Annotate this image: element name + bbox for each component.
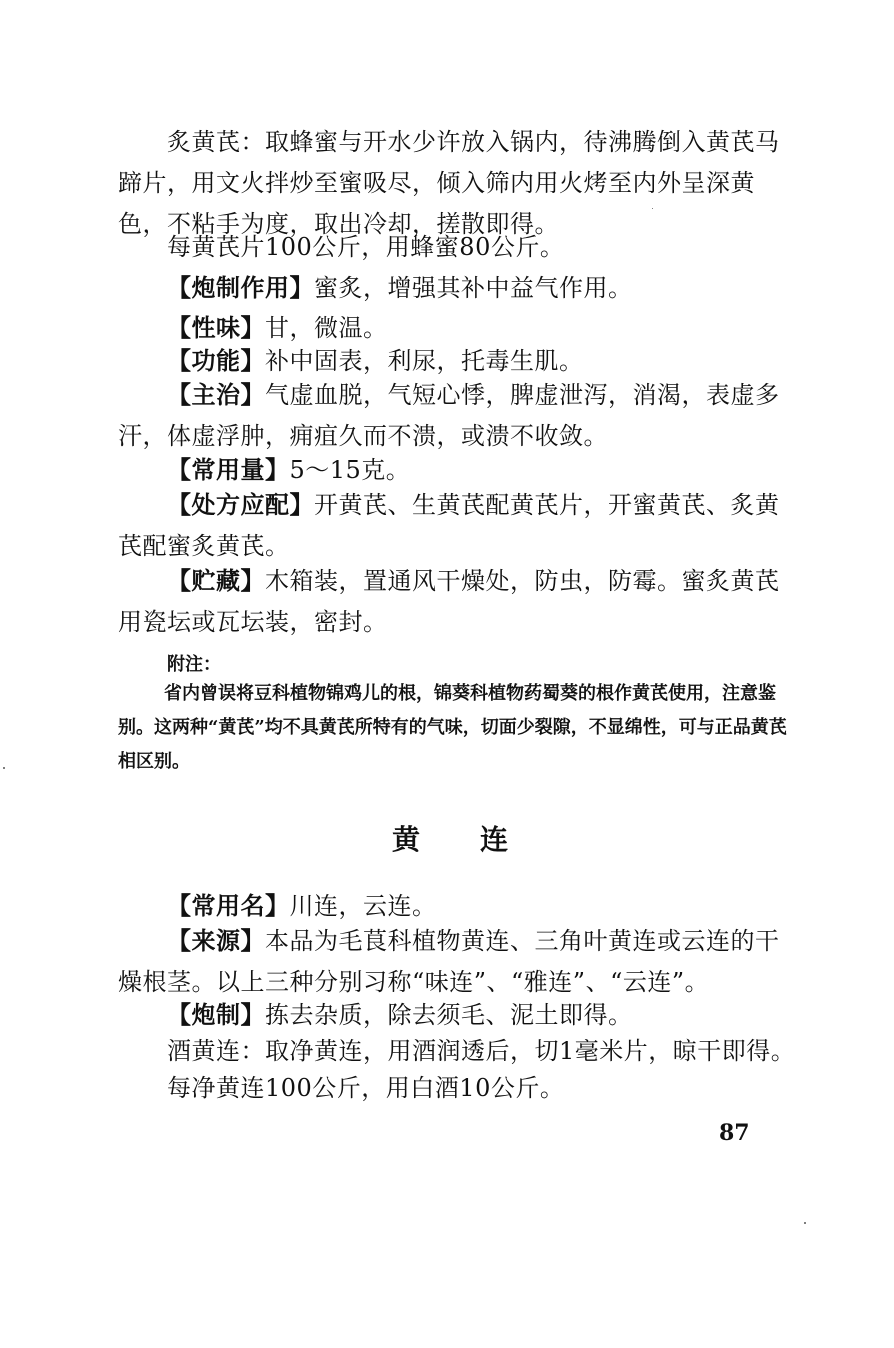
paragraph-processing-effect	[118, 267, 802, 309]
paragraph-wine-huanglian	[118, 1031, 802, 1072]
paragraph-text: 5～15克。	[289, 456, 411, 484]
entry-label: 【主治】	[167, 380, 265, 409]
section-title: 黄连	[392, 823, 569, 856]
paragraph-text: 蜜炙，增强其补中益气作用。	[314, 274, 633, 302]
paragraph-storage	[118, 560, 802, 643]
paragraph-text: 炙黄芪：取蜂蜜与开水少许放入锅内，待沸腾倒入黄芪马蹄片，用文火拌炒至蜜吸尽，倾入筛内用火烤至内外呈深黄色，不粘手为度，取出冷却，搓散即得。	[118, 128, 780, 238]
paragraph-text: 每黄芪片100公斤，用蜂蜜80公斤。	[167, 233, 565, 261]
entry-label: 【常用量】	[167, 455, 290, 484]
scan-speck	[804, 1222, 806, 1224]
paragraph-text: 补中固表，利尿，托毒生肌。	[265, 347, 584, 375]
entry-label: 【炮制作用】	[167, 273, 314, 302]
entry-label: 【炮制】	[167, 1000, 265, 1029]
page-number: 87	[719, 1120, 750, 1146]
paragraph-text: 甘，微温。	[265, 314, 388, 342]
entry-label: 【常用名】	[167, 891, 290, 920]
paragraph-text: 本品为毛茛科植物黄连、三角叶黄连或云连的干燥根茎。以上三种分别习称“味连”、“雅连”、“云连”。	[118, 927, 780, 996]
paragraph-text: 每净黄连100公斤，用白酒10公斤。	[167, 1074, 565, 1102]
scan-speck	[652, 208, 653, 209]
entry-label: 【来源】	[167, 926, 265, 955]
paragraph-wine-ratio	[118, 1068, 802, 1109]
note-title: 附注：	[167, 654, 221, 675]
entry-label: 【性味】	[167, 313, 265, 342]
paragraph-indications	[118, 374, 802, 457]
entry-label: 【处方应配】	[167, 490, 314, 519]
paragraph-text: 拣去杂质，除去须毛、泥土即得。	[265, 1001, 633, 1029]
paragraph-source	[118, 920, 802, 1003]
paragraph-text: 气虚血脱，气短心悸，脾虚泄泻，消渴，表虚多汗，体虚浮肿，痈疽久而不溃，或溃不收敛。	[118, 381, 780, 450]
paragraph-text: 开黄芪、生黄芪配黄芪片，开蜜黄芪、炙黄芪配蜜炙黄芪。	[118, 491, 780, 560]
entry-label: 【贮藏】	[167, 566, 265, 595]
paragraph-text: 木箱装，置通风干燥处，防虫，防霉。蜜炙黄芪用瓷坛或瓦坛装，密封。	[118, 567, 780, 636]
note-text: 省内曾误将豆科植物锦鸡儿的根，锦葵科植物药蜀葵的根作黄芪使用，注意鉴别。这两种“黄芪”均不具黄芪所特有的气味，切面少裂隙，不显绵性，可与正品黄芪相区别。	[118, 683, 787, 772]
paragraph-prescription	[118, 484, 802, 567]
paragraph-processing	[118, 994, 802, 1036]
paragraph-text: 酒黄连：取净黄连，用酒润透后，切1毫米片，晾干即得。	[167, 1037, 796, 1065]
entry-label: 【功能】	[167, 346, 265, 375]
paragraph-text: 川连，云连。	[289, 892, 437, 920]
paragraph-honey-ratio	[118, 227, 802, 268]
scan-speck	[3, 767, 5, 769]
